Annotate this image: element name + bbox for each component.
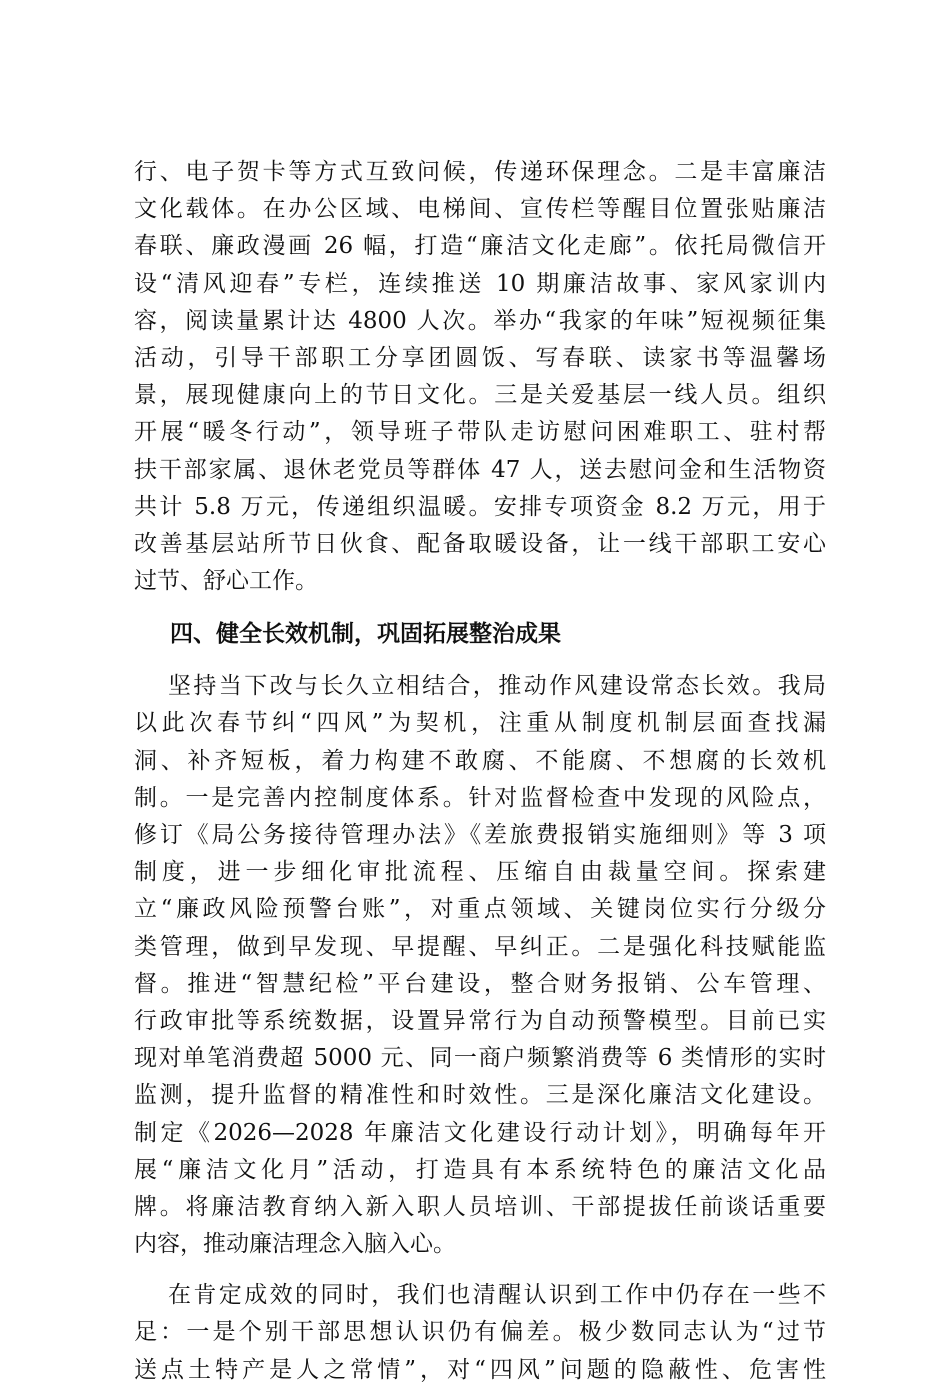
section4-heading: 四、健全长效机制，巩固拓展整治成果: [170, 621, 561, 648]
text-line: 坚持当下改与长久立相结合，推动作风建设常态长效。我局: [168, 673, 826, 700]
text-line: 修订《局公务接待管理办法》《差旅费报销实施细则》等 3 项: [134, 822, 826, 848]
text-line: 督。推进“智慧纪检”平台建设，整合财务报销、公车管理、: [134, 970, 826, 997]
text-line: 行政审批等系统数据，设置异常行为自动预警模型。目前已实: [134, 1007, 826, 1034]
text-line: 类管理，做到早发现、早提醒、早纠正。二是强化科技赋能监: [134, 933, 826, 960]
text-line: 足：一是个别干部思想认识仍有偏差。极少数同志认为“过节: [134, 1319, 826, 1346]
section4-paragraph: [134, 668, 826, 1263]
text-line: 扶干部家属、退休老党员等群体 47 人，送去慰问金和生活物资: [134, 456, 826, 483]
text-line: 共计 5.8 万元，传递组织温暖。安排专项资金 8.2 万元，用于: [134, 493, 826, 520]
shortcomings-paragraph: [134, 1277, 826, 1389]
text-line: 以此次春节纠“四风”为契机，注重从制度机制层面查找漏: [134, 710, 826, 737]
text-line: 景，展现健康向上的节日文化。三是关爱基层一线人员。组织: [134, 382, 826, 409]
text-line: 春联、廉政漫画 26 幅，打造“廉洁文化走廊”。依托局微信开: [134, 233, 826, 260]
document-page: [134, 154, 826, 1389]
text-line: 改善基层站所节日伙食、配备取暖设备，让一线干部职工安心: [134, 530, 826, 557]
text-line: 开展“暖冬行动”，领导班子带队走访慰问困难职工、驻村帮: [134, 419, 826, 446]
text-line: 立“廉政风险预警台账”，对重点领域、关键岗位实行分级分: [134, 896, 826, 923]
text-line: 容，阅读量累计达 4800 人次。举办“我家的年味”短视频征集: [134, 307, 826, 334]
text-line: 活动，引导干部职工分享团圆饭、写春联、读家书等温馨场: [134, 344, 826, 371]
text-line: 制定《2026—2028 年廉洁文化建设行动计划》，明确每年开: [134, 1119, 826, 1146]
text-line: 现对单笔消费超 5000 元、同一商户频繁消费等 6 类情形的实时: [134, 1045, 826, 1072]
text-line: 设“清风迎春”专栏，连续推送 10 期廉洁故事、家风家训内: [134, 270, 826, 297]
text-line: 文化载体。在办公区域、电梯间、宣传栏等醒目位置张贴廉洁: [134, 196, 826, 223]
text-line: 制度，进一步细化审批流程、压缩自由裁量空间。探索建: [134, 859, 826, 886]
text-line: 内容，推动廉洁理念入脑入心。: [134, 1231, 456, 1258]
section3-tail-paragraph: [134, 154, 826, 600]
text-line: 洞、补齐短板，着力构建不敢腐、不能腐、不想腐的长效机: [134, 747, 826, 774]
text-line: 送点土特产是人之常情”，对“四风”问题的隐蔽性、危害性: [134, 1356, 826, 1383]
text-line: 制。一是完善内控制度体系。针对监督检查中发现的风险点，: [134, 784, 826, 811]
text-line: 在肯定成效的同时，我们也清醒认识到工作中仍存在一些不: [168, 1282, 826, 1309]
text-line: 行、电子贺卡等方式互致问候，传递环保理念。二是丰富廉洁: [134, 159, 826, 185]
text-line: 过节、舒心工作。: [134, 568, 318, 595]
text-line: 牌。将廉洁教育纳入新入职人员培训、干部提拔任前谈话重要: [134, 1193, 826, 1220]
text-line: 展“廉洁文化月”活动，打造具有本系统特色的廉洁文化品: [134, 1156, 826, 1183]
text-line: 监测，提升监督的精准性和时效性。三是深化廉洁文化建设。: [134, 1082, 826, 1109]
